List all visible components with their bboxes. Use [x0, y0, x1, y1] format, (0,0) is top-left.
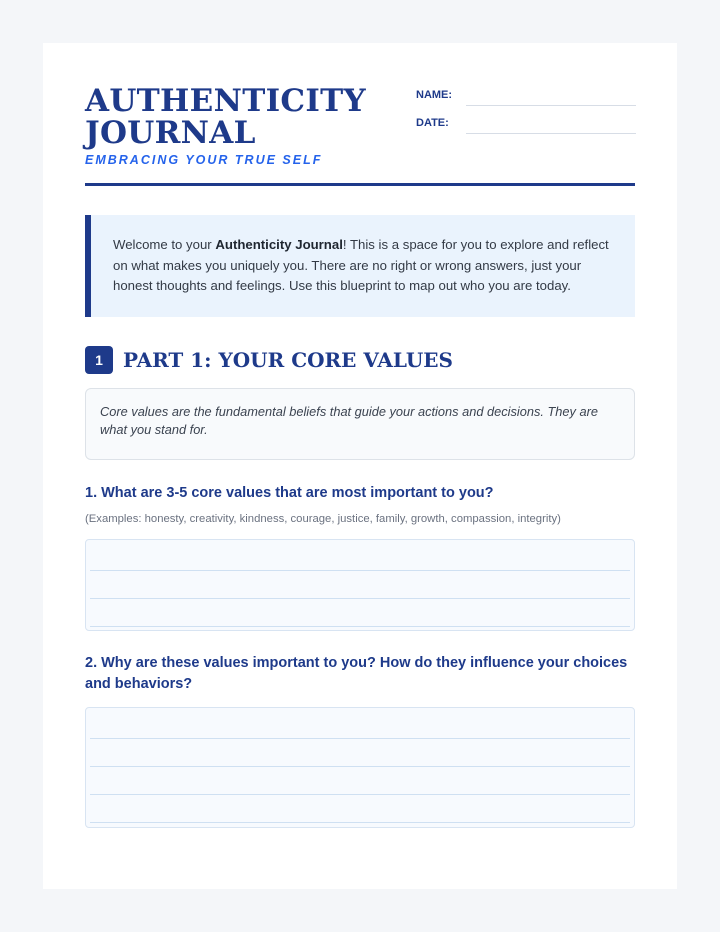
intro-suffix: ! This is a space for you to explore and reflect on what makes you uniquely you. There are no right or wrong answers, just your honest thoughts and feelings. Use this blueprint to map out who you are today.: [113, 237, 609, 293]
intro-prefix: Welcome to your: [113, 237, 216, 252]
writing-line: [90, 626, 630, 627]
writing-line: [90, 766, 630, 767]
journal-page: [43, 43, 677, 889]
writing-line: [90, 794, 630, 795]
question-1-examples: (Examples: honesty, creativity, kindness, courage, justice, family, growth, compassion, integrity): [85, 513, 561, 525]
part-number-badge: 1: [85, 346, 113, 374]
name-label: NAME:: [416, 89, 453, 101]
answer-box-2[interactable]: [85, 707, 635, 828]
page-title: AUTHENTICITY JOURNAL: [85, 83, 366, 151]
page-subtitle: EMBRACING YOUR TRUE SELF: [85, 153, 323, 167]
section-description: Core values are the fundamental beliefs that guide your actions and decisions. They are what you stand for.: [85, 388, 635, 460]
question-2: 2. Why are these values important to you? How do they influence your choices and behaviors?: [85, 655, 628, 692]
section-title: PART 1: YOUR CORE VALUES: [123, 348, 453, 372]
name-input-line[interactable]: [466, 105, 636, 106]
date-input-line[interactable]: [466, 133, 636, 134]
answer-box-1[interactable]: [85, 539, 635, 631]
question-1: 1. What are 3-5 core values that are most important to you?: [85, 485, 494, 501]
name-field[interactable]: [416, 86, 636, 106]
writing-line: [90, 822, 630, 823]
writing-line: [90, 570, 630, 571]
date-field[interactable]: [416, 114, 636, 134]
date-label: DATE:: [416, 117, 449, 129]
writing-line: [90, 598, 630, 599]
intro-bold: Authenticity Journal: [215, 237, 343, 252]
header-divider: [85, 183, 635, 186]
intro-callout: [85, 215, 635, 317]
writing-line: [90, 738, 630, 739]
